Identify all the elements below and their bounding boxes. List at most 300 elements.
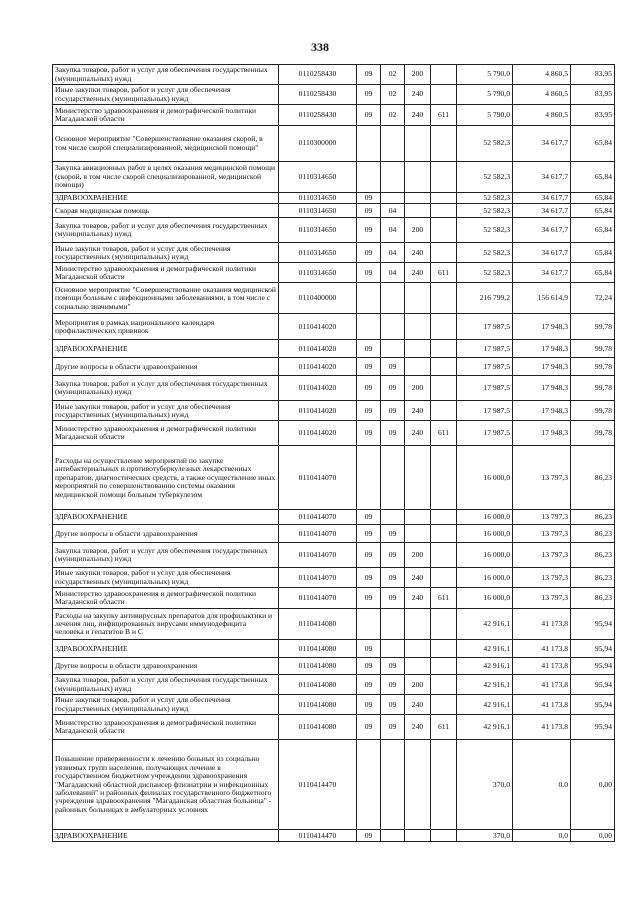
row-admin-code <box>431 283 457 314</box>
row-planned-amount: 52 582,3 <box>457 218 513 243</box>
row-expense-type <box>405 658 431 675</box>
row-subsection: 02 <box>381 65 405 85</box>
row-execution-percent: 99,78 <box>571 401 615 421</box>
row-section <box>357 446 381 510</box>
page-number: 338 <box>311 40 329 54</box>
row-execution-percent: 95,94 <box>571 640 615 658</box>
row-subsection: 04 <box>381 243 405 263</box>
row-planned-amount: 16 000,0 <box>457 525 513 543</box>
row-execution-percent: 95,94 <box>571 695 615 715</box>
row-actual-amount: 156 614,9 <box>513 283 571 314</box>
row-section: 09 <box>357 830 381 842</box>
row-subsection <box>381 314 405 340</box>
row-section: 09 <box>357 376 381 401</box>
row-expense-type <box>405 510 431 525</box>
row-subsection: 02 <box>381 85 405 105</box>
row-target-code: 0110414070 <box>279 510 357 525</box>
row-execution-percent: 95,94 <box>571 715 615 740</box>
row-actual-amount: 17 948,3 <box>513 421 571 446</box>
row-execution-percent: 95,94 <box>571 658 615 675</box>
row-planned-amount: 370,0 <box>457 740 513 830</box>
row-planned-amount: 42 916,1 <box>457 695 513 715</box>
row-execution-percent: 86,23 <box>571 510 615 525</box>
row-actual-amount: 13 797,3 <box>513 510 571 525</box>
table-row <box>53 568 615 588</box>
row-name: ЗДРАВООХРАНЕНИЕ <box>53 830 279 842</box>
row-subsection: 09 <box>381 658 405 675</box>
row-admin-code <box>431 314 457 340</box>
row-planned-amount: 52 582,3 <box>457 263 513 283</box>
row-target-code: 0110414020 <box>279 358 357 376</box>
row-name: Скорая медицинская помощь <box>53 204 279 218</box>
row-expense-type <box>405 283 431 314</box>
row-actual-amount: 41 173,8 <box>513 658 571 675</box>
row-execution-percent: 65,84 <box>571 218 615 243</box>
row-admin-code <box>431 640 457 658</box>
row-execution-percent: 99,78 <box>571 340 615 358</box>
row-actual-amount: 4 860,5 <box>513 65 571 85</box>
row-target-code: 0110314650 <box>279 193 357 204</box>
row-expense-type <box>405 740 431 830</box>
row-section: 09 <box>357 695 381 715</box>
row-admin-code: 611 <box>431 421 457 446</box>
row-name: Другие вопросы в области здравоохранения <box>53 525 279 543</box>
row-planned-amount: 5 790,0 <box>457 65 513 85</box>
row-subsection: 02 <box>381 105 405 126</box>
row-execution-percent: 99,78 <box>571 376 615 401</box>
row-name: Расходы на осуществление мероприятий по закупке антибактериальных и противотуберкулезных лекарственных препаратов, диагностических средств, а также осуществление иных мероприятий по совершенствованию системы оказания медицинской помощи больным туберкулезом <box>53 446 279 510</box>
row-actual-amount: 17 948,3 <box>513 340 571 358</box>
row-target-code: 0110300000 <box>279 126 357 162</box>
row-actual-amount: 41 173,8 <box>513 715 571 740</box>
row-subsection <box>381 446 405 510</box>
row-admin-code <box>431 126 457 162</box>
row-actual-amount: 41 173,8 <box>513 695 571 715</box>
row-section: 09 <box>357 543 381 568</box>
row-planned-amount: 17 987,5 <box>457 376 513 401</box>
row-execution-percent: 86,23 <box>571 568 615 588</box>
row-subsection <box>381 162 405 193</box>
row-expense-type: 240 <box>405 401 431 421</box>
budget-table-body <box>53 65 615 842</box>
table-row <box>53 193 615 204</box>
row-section: 09 <box>357 640 381 658</box>
row-expense-type <box>405 204 431 218</box>
row-admin-code <box>431 446 457 510</box>
row-section: 09 <box>357 658 381 675</box>
row-planned-amount: 17 987,5 <box>457 401 513 421</box>
row-name: Другие вопросы в области здравоохранения <box>53 358 279 376</box>
row-target-code: 0110414020 <box>279 421 357 446</box>
row-execution-percent: 65,84 <box>571 204 615 218</box>
row-admin-code <box>431 543 457 568</box>
row-execution-percent: 99,78 <box>571 314 615 340</box>
row-expense-type <box>405 314 431 340</box>
row-target-code: 0110414470 <box>279 740 357 830</box>
table-row <box>53 543 615 568</box>
row-planned-amount: 16 000,0 <box>457 446 513 510</box>
row-target-code: 0110314650 <box>279 204 357 218</box>
row-planned-amount: 5 790,0 <box>457 85 513 105</box>
row-expense-type: 240 <box>405 695 431 715</box>
table-row <box>53 263 615 283</box>
row-expense-type <box>405 162 431 193</box>
row-execution-percent: 86,23 <box>571 588 615 609</box>
row-expense-type <box>405 193 431 204</box>
row-target-code: 0110414080 <box>279 658 357 675</box>
row-execution-percent: 86,23 <box>571 543 615 568</box>
row-admin-code <box>431 658 457 675</box>
row-expense-type: 240 <box>405 105 431 126</box>
row-section: 09 <box>357 568 381 588</box>
row-subsection: 09 <box>381 695 405 715</box>
row-execution-percent: 95,94 <box>571 675 615 695</box>
row-subsection <box>381 640 405 658</box>
row-planned-amount: 17 987,5 <box>457 314 513 340</box>
row-expense-type: 240 <box>405 568 431 588</box>
row-execution-percent: 65,84 <box>571 126 615 162</box>
row-target-code: 0110414070 <box>279 543 357 568</box>
row-planned-amount: 52 582,3 <box>457 193 513 204</box>
budget-table <box>52 64 615 842</box>
row-admin-code <box>431 243 457 263</box>
row-expense-type: 200 <box>405 376 431 401</box>
row-name: Другие вопросы в области здравоохранения <box>53 658 279 675</box>
table-row <box>53 340 615 358</box>
row-planned-amount: 370,0 <box>457 830 513 842</box>
row-name: Закупка товаров, работ и услуг для обеспечения государственных (муниципальных) нужд <box>53 218 279 243</box>
row-admin-code <box>431 204 457 218</box>
row-subsection: 09 <box>381 715 405 740</box>
table-row <box>53 421 615 446</box>
row-planned-amount: 52 582,3 <box>457 162 513 193</box>
row-admin-code: 611 <box>431 715 457 740</box>
row-target-code: 0110414070 <box>279 525 357 543</box>
row-execution-percent: 0,00 <box>571 740 615 830</box>
row-actual-amount: 34 617,7 <box>513 204 571 218</box>
row-expense-type <box>405 640 431 658</box>
row-planned-amount: 216 799,2 <box>457 283 513 314</box>
row-planned-amount: 42 916,1 <box>457 609 513 640</box>
row-subsection: 09 <box>381 421 405 446</box>
row-planned-amount: 5 790,0 <box>457 105 513 126</box>
row-target-code: 0110258430 <box>279 105 357 126</box>
row-name: Основное мероприятие "Совершенствование оказания медицинской помощи больным с инфекционными заболеваниями, в том числе с социально значимыми" <box>53 283 279 314</box>
row-actual-amount: 17 948,3 <box>513 376 571 401</box>
row-expense-type: 200 <box>405 543 431 568</box>
row-planned-amount: 52 582,3 <box>457 204 513 218</box>
row-actual-amount: 4 860,5 <box>513 85 571 105</box>
row-section: 09 <box>357 588 381 609</box>
row-execution-percent: 83,95 <box>571 105 615 126</box>
row-target-code: 0110414080 <box>279 675 357 695</box>
row-admin-code <box>431 340 457 358</box>
row-execution-percent: 83,95 <box>571 85 615 105</box>
row-admin-code <box>431 609 457 640</box>
row-admin-code <box>431 85 457 105</box>
row-execution-percent: 99,78 <box>571 421 615 446</box>
row-name: Закупка товаров, работ и услуг для обеспечения государственных (муниципальных) нужд <box>53 675 279 695</box>
row-target-code: 0110414080 <box>279 640 357 658</box>
row-section <box>357 314 381 340</box>
row-section: 09 <box>357 340 381 358</box>
row-admin-code <box>431 510 457 525</box>
row-admin-code: 611 <box>431 263 457 283</box>
row-admin-code <box>431 401 457 421</box>
row-admin-code <box>431 695 457 715</box>
table-row <box>53 588 615 609</box>
row-subsection <box>381 830 405 842</box>
table-row <box>53 525 615 543</box>
row-target-code: 0110414080 <box>279 715 357 740</box>
row-planned-amount: 16 000,0 <box>457 588 513 609</box>
row-execution-percent: 65,84 <box>571 263 615 283</box>
row-target-code: 0110414470 <box>279 830 357 842</box>
row-name: Иные закупки товаров, работ и услуг для обеспечения государственных (муниципальных) нужд <box>53 243 279 263</box>
row-execution-percent: 99,78 <box>571 358 615 376</box>
row-planned-amount: 16 000,0 <box>457 543 513 568</box>
row-expense-type <box>405 358 431 376</box>
row-name: Мероприятия в рамках национального календаря профилактических прививок <box>53 314 279 340</box>
row-subsection: 04 <box>381 218 405 243</box>
row-admin-code <box>431 830 457 842</box>
row-expense-type: 240 <box>405 85 431 105</box>
row-name: Министерство здравоохранения и демографической политики Магаданской области <box>53 715 279 740</box>
row-section <box>357 283 381 314</box>
row-admin-code <box>431 568 457 588</box>
row-admin-code <box>431 193 457 204</box>
row-execution-percent: 86,23 <box>571 525 615 543</box>
row-subsection <box>381 283 405 314</box>
row-section <box>357 162 381 193</box>
row-section: 09 <box>357 204 381 218</box>
table-row <box>53 105 615 126</box>
row-expense-type <box>405 340 431 358</box>
row-execution-percent: 65,84 <box>571 193 615 204</box>
table-row <box>53 243 615 263</box>
row-expense-type: 240 <box>405 243 431 263</box>
row-section: 09 <box>357 243 381 263</box>
row-section <box>357 609 381 640</box>
row-section: 09 <box>357 263 381 283</box>
row-section: 09 <box>357 401 381 421</box>
row-section: 09 <box>357 193 381 204</box>
table-row <box>53 358 615 376</box>
row-actual-amount: 34 617,7 <box>513 162 571 193</box>
row-subsection: 04 <box>381 263 405 283</box>
row-planned-amount: 42 916,1 <box>457 715 513 740</box>
row-actual-amount: 0,0 <box>513 740 571 830</box>
row-expense-type <box>405 126 431 162</box>
table-row <box>53 446 615 510</box>
row-expense-type: 240 <box>405 715 431 740</box>
row-target-code: 0110314650 <box>279 218 357 243</box>
table-row <box>53 314 615 340</box>
row-subsection: 09 <box>381 588 405 609</box>
row-section: 09 <box>357 65 381 85</box>
table-row <box>53 830 615 842</box>
row-section: 09 <box>357 525 381 543</box>
row-actual-amount: 13 797,3 <box>513 525 571 543</box>
row-actual-amount: 34 617,7 <box>513 243 571 263</box>
row-admin-code: 611 <box>431 105 457 126</box>
row-subsection: 09 <box>381 568 405 588</box>
row-target-code: 0110414070 <box>279 588 357 609</box>
row-planned-amount: 16 000,0 <box>457 510 513 525</box>
row-name: ЗДРАВООХРАНЕНИЕ <box>53 640 279 658</box>
row-planned-amount: 42 916,1 <box>457 675 513 695</box>
row-subsection: 09 <box>381 358 405 376</box>
row-admin-code <box>431 65 457 85</box>
table-row <box>53 658 615 675</box>
table-row <box>53 204 615 218</box>
row-admin-code <box>431 740 457 830</box>
row-target-code: 0110314650 <box>279 243 357 263</box>
row-actual-amount: 34 617,7 <box>513 218 571 243</box>
row-actual-amount: 17 948,3 <box>513 358 571 376</box>
row-actual-amount: 13 797,3 <box>513 446 571 510</box>
row-section: 09 <box>357 421 381 446</box>
row-target-code: 0110414080 <box>279 609 357 640</box>
row-subsection <box>381 126 405 162</box>
row-section: 09 <box>357 218 381 243</box>
row-subsection <box>381 340 405 358</box>
row-actual-amount: 34 617,7 <box>513 263 571 283</box>
row-subsection <box>381 193 405 204</box>
row-actual-amount: 17 948,3 <box>513 401 571 421</box>
table-row <box>53 126 615 162</box>
row-actual-amount: 34 617,7 <box>513 126 571 162</box>
row-actual-amount: 41 173,8 <box>513 609 571 640</box>
row-target-code: 0110314650 <box>279 162 357 193</box>
row-name: Министерство здравоохранения и демографической политики Магаданской области <box>53 105 279 126</box>
row-target-code: 0110414070 <box>279 446 357 510</box>
row-planned-amount: 16 000,0 <box>457 568 513 588</box>
row-planned-amount: 52 582,3 <box>457 126 513 162</box>
row-name: Министерство здравоохранения и демографической политики Магаданской области <box>53 263 279 283</box>
row-planned-amount: 17 987,5 <box>457 358 513 376</box>
row-actual-amount: 17 948,3 <box>513 314 571 340</box>
row-name: Министерство здравоохранения и демографической политики Магаданской области <box>53 421 279 446</box>
table-row <box>53 85 615 105</box>
row-target-code: 0110414080 <box>279 695 357 715</box>
row-expense-type: 200 <box>405 65 431 85</box>
row-subsection: 04 <box>381 204 405 218</box>
table-row <box>53 162 615 193</box>
row-name: ЗДРАВООХРАНЕНИЕ <box>53 193 279 204</box>
table-row <box>53 675 615 695</box>
row-target-code: 0110414020 <box>279 401 357 421</box>
row-expense-type <box>405 830 431 842</box>
row-actual-amount: 34 617,7 <box>513 193 571 204</box>
row-name: Министерство здравоохранения и демографической политики Магаданской области <box>53 588 279 609</box>
row-expense-type: 240 <box>405 421 431 446</box>
row-planned-amount: 52 582,3 <box>457 243 513 263</box>
table-row <box>53 401 615 421</box>
row-name: Иные закупки товаров, работ и услуг для обеспечения государственных (муниципальных) нужд <box>53 568 279 588</box>
row-expense-type: 240 <box>405 588 431 609</box>
row-name: Основное мероприятие "Совершенствование оказания скорой, в том числе скорой специализированной, медицинской помощи" <box>53 126 279 162</box>
row-planned-amount: 17 987,5 <box>457 421 513 446</box>
table-row <box>53 609 615 640</box>
row-target-code: 0110258430 <box>279 85 357 105</box>
table-row <box>53 640 615 658</box>
row-execution-percent: 0,00 <box>571 830 615 842</box>
row-planned-amount: 42 916,1 <box>457 640 513 658</box>
row-expense-type <box>405 446 431 510</box>
table-row <box>53 65 615 85</box>
row-execution-percent: 83,95 <box>571 65 615 85</box>
row-expense-type <box>405 609 431 640</box>
row-subsection: 09 <box>381 376 405 401</box>
row-subsection: 09 <box>381 543 405 568</box>
row-subsection: 09 <box>381 401 405 421</box>
row-actual-amount: 41 173,8 <box>513 675 571 695</box>
row-name: ЗДРАВООХРАНЕНИЕ <box>53 340 279 358</box>
row-expense-type: 200 <box>405 675 431 695</box>
row-target-code: 0110414020 <box>279 376 357 401</box>
row-target-code: 0110258430 <box>279 65 357 85</box>
row-admin-code <box>431 162 457 193</box>
row-expense-type: 200 <box>405 218 431 243</box>
row-subsection: 09 <box>381 675 405 695</box>
row-section: 09 <box>357 85 381 105</box>
row-section: 09 <box>357 715 381 740</box>
row-execution-percent: 86,23 <box>571 446 615 510</box>
row-admin-code <box>431 675 457 695</box>
row-section: 09 <box>357 358 381 376</box>
row-execution-percent: 65,84 <box>571 243 615 263</box>
row-target-code: 0110314650 <box>279 263 357 283</box>
row-execution-percent: 65,84 <box>571 162 615 193</box>
row-name: Закупка авиационных работ в целях оказания медицинской помощи (скорой, в том числе скорой специализированной, медицинской помощи) <box>53 162 279 193</box>
row-admin-code <box>431 218 457 243</box>
row-name: Расходы на закупку антивирусных препаратов для профилактики и лечения лиц, инфицированных вирусами иммунодефицита человека и гепатитов В и С <box>53 609 279 640</box>
row-subsection <box>381 510 405 525</box>
row-target-code: 0110414070 <box>279 568 357 588</box>
row-name: Иные закупки товаров, работ и услуг для обеспечения государственных (муниципальных) нужд <box>53 401 279 421</box>
row-section <box>357 126 381 162</box>
row-subsection: 09 <box>381 525 405 543</box>
table-row <box>53 740 615 830</box>
row-expense-type <box>405 525 431 543</box>
row-section <box>357 740 381 830</box>
row-planned-amount: 42 916,1 <box>457 658 513 675</box>
row-name: Закупка товаров, работ и услуг для обеспечения государственных (муниципальных) нужд <box>53 376 279 401</box>
table-row <box>53 283 615 314</box>
row-name: Повышение приверженности к лечению больных из социально уязвимых групп населения, получающих лечение в государственном бюджетном учреждении здравоохранения "Магаданский областной диспансер фтизиатрии и инфекционных заболеваний" и районных филиалах государственного бюджетного учреждения здравоохранения "Магаданская областная больница" - районных больницах в амбулаторных условиях <box>53 740 279 830</box>
row-section: 09 <box>357 675 381 695</box>
row-admin-code <box>431 376 457 401</box>
row-execution-percent: 95,94 <box>571 609 615 640</box>
row-name: Иные закупки товаров, работ и услуг для обеспечения государственных (муниципальных) нужд <box>53 695 279 715</box>
row-target-code: 0110414020 <box>279 340 357 358</box>
table-row <box>53 218 615 243</box>
row-actual-amount: 13 797,3 <box>513 568 571 588</box>
table-row <box>53 510 615 525</box>
row-actual-amount: 41 173,8 <box>513 640 571 658</box>
row-name: ЗДРАВООХРАНЕНИЕ <box>53 510 279 525</box>
row-actual-amount: 0,0 <box>513 830 571 842</box>
row-actual-amount: 13 797,3 <box>513 588 571 609</box>
row-actual-amount: 4 860,5 <box>513 105 571 126</box>
row-name: Закупка товаров, работ и услуг для обеспечения государственных (муниципальных) нужд <box>53 543 279 568</box>
table-row <box>53 695 615 715</box>
row-target-code: 0110414020 <box>279 314 357 340</box>
row-name: Закупка товаров, работ и услуг для обеспечения государственных (муниципальных) нужд <box>53 65 279 85</box>
row-name: Иные закупки товаров, работ и услуг для обеспечения государственных (муниципальных) нужд <box>53 85 279 105</box>
row-admin-code <box>431 358 457 376</box>
